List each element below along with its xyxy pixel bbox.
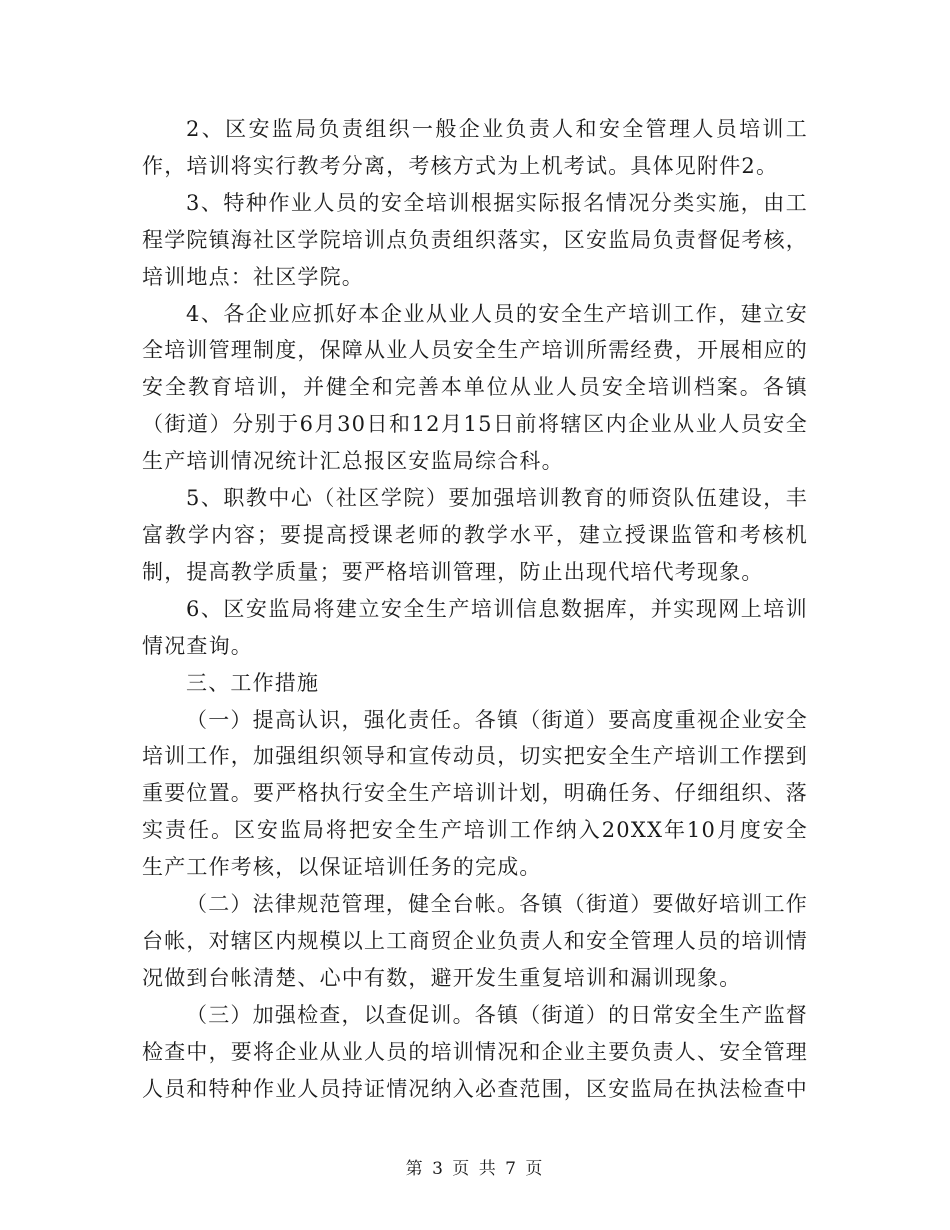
paragraph-item-6: 6、区安监局将建立安全生产培训信息数据库，并实现网上培训情况查询。 (142, 596, 808, 658)
measure-paragraph-3: （三）加强检查，以查促训。各镇（街道）的日常安全生产监督检查中，要将企业从业人员的培训情况和企业主要负责人、安全管理人员和特种作业人员持证情况纳入必查范围，区安监局在执法检查中 (142, 1002, 808, 1101)
paragraph-item-4: 4、各企业应抓好本企业从业人员的安全生产培训工作，建立安全培训管理制度，保障从业人员安全生产培训所需经费，开展相应的安全教育培训，并健全和完善本单位从业人员安全培训档案。各镇（街道）分别于6月30日和12月15日前将辖区内企业从业人员安全生产培训情况统计汇总报区安监局综合科。 (142, 301, 808, 474)
document-body (142, 111, 808, 1107)
paragraph-item-3: 3、特种作业人员的安全培训根据实际报名情况分类实施，由工程学院镇海社区学院培训点负责组织落实，区安监局负责督促考核，培训地点：社区学院。 (142, 190, 808, 289)
measure-paragraph-1: （一）提高认识，强化责任。各镇（街道）要高度重视企业安全培训工作，加强组织领导和宣传动员，切实把安全生产培训工作摆到重要位置。要严格执行安全生产培训计划，明确任务、仔细组织、落实责任。区安监局将把安全生产培训工作纳入20XX年10月度安全生产工作考核，以保证培训任务的完成。 (142, 707, 808, 880)
section-heading: 三、工作措施 (186, 670, 320, 695)
paragraph-item-2: 2、区安监局负责组织一般企业负责人和安全管理人员培训工作，培训将实行教考分离，考核方式为上机考试。具体见附件2。 (142, 117, 808, 178)
page-number-footer: 第 3 页 共 7 页 (405, 1159, 545, 1179)
paragraph-item-5: 5、职教中心（社区学院）要加强培训教育的师资队伍建设，丰富教学内容；要提高授课老师的教学水平，建立授课监管和考核机制，提高教学质量；要严格培训管理，防止出现代培代考现象。 (142, 486, 808, 584)
measure-paragraph-2: （二）法律规范管理，健全台帐。各镇（街道）要做好培训工作台帐，对辖区内规模以上工商贸企业负责人和安全管理人员的培训情况做到台帐清楚、心中有数，避开发生重复培训和漏训现象。 (142, 892, 808, 990)
